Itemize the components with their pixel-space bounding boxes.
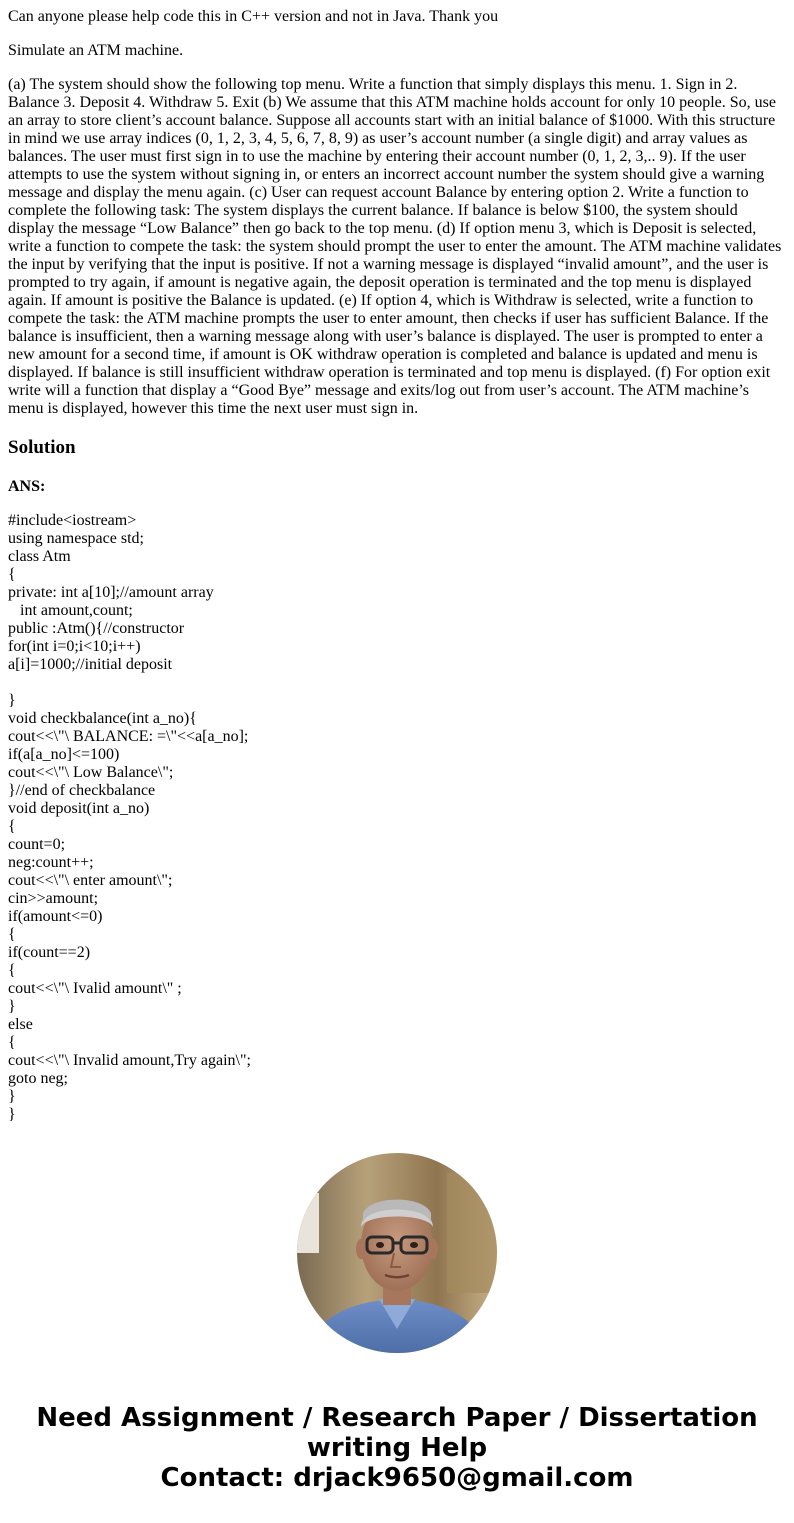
code-line: neg:count++; <box>8 854 94 871</box>
code-line: private: int a[10];//amount array <box>8 584 214 601</box>
code-line: public :Atm(){//constructor <box>8 620 185 637</box>
code-line: class Atm <box>8 548 71 565</box>
code-line: { <box>8 566 16 583</box>
code-line: int amount,count; <box>8 602 133 619</box>
question-subtitle: Simulate an ATM machine. <box>8 42 184 59</box>
code-line: } <box>8 692 16 709</box>
code-line: { <box>8 962 16 979</box>
code-line: using namespace std; <box>8 530 144 547</box>
solution-heading: Solution <box>8 437 76 458</box>
code-line: #include<iostream> <box>8 512 137 529</box>
code-line: void deposit(int a_no) <box>8 800 150 817</box>
code-line: cout<<\"\ Low Balance\"; <box>8 764 174 781</box>
footer-line-2: writing Help <box>306 1433 488 1463</box>
code-line: } <box>8 1088 16 1105</box>
code-line: for(int i=0;i<10;i++) <box>8 638 141 655</box>
code-line: { <box>8 1034 16 1051</box>
code-line: cout<<\"\ Invalid amount,Try again\"; <box>8 1052 251 1069</box>
footer-banner <box>0 1403 794 1493</box>
footer-contact: Contact: drjack9650@gmail.com <box>160 1463 634 1493</box>
code-line: else <box>8 1016 33 1033</box>
avatar <box>297 1153 497 1353</box>
code-line: if(amount<=0) <box>8 908 103 925</box>
code-line: cout<<\"\ Ivalid amount\" ; <box>8 980 182 997</box>
code-line: cout<<\"\ BALANCE: =\"<<a[a_no]; <box>8 728 249 745</box>
question-body: (a) The system should show the following top menu. Write a function that simply displays this menu. 1. Sign in 2. Balance 3. Deposit 4. Withdraw 5. Exit (b) We assume that this ATM machine holds account for only 10 people. So, use an array to store client’s account balance. Suppose all accounts start with an initial balance of $1000. With this structure in mind we use array indices (0, 1, 2, 3, 4, 5, 6, 7, 8, 9) as user’s account number (a single digit) and array values as balances. The user must first sign in to use the machine by entering their account number (0, 1, 2, 3,.. 9). If the user attempts to use the system without signing in, or enters an incorrect account number the system should give a warning message and display the menu again. (c) User can request account Balance by entering option 2. Write a function to complete the following task: The system displays the current balance. If balance is below $100, the system should display the message “Low Balance” then go back to the top menu. (d) If option menu 3, which is Deposit is selected, write a function to compete the task: the system should prompt the user to enter the amount. The ATM machine validates the input by verifying that the input is positive. If not a warning message is displayed “invalid amount”, and the user is prompted to try again, if amount is negative again, the deposit operation is terminated and the top menu is displayed again. If amount is positive the Balance is updated. (e) If option 4, which is Withdraw is selected, write a function to compete the task: the ATM machine prompts the user to enter amount, then checks if user has sufficient Balance. If the balance is insufficient, then a warning message along with user’s balance is displayed. The user is prompted to enter a new amount for a second time, if amount is OK withdraw operation is completed and balance is updated and menu is displayed. If balance is still insufficient withdraw operation is terminated and top menu is displayed. (f) For option exit write will a function that display a “Good Bye” message and exits/log out from user’s account. The ATM machine’s menu is displayed, however this time the next user must sign in. <box>8 76 782 417</box>
code-line: } <box>8 998 16 1015</box>
code-line: if(a[a_no]<=100) <box>8 746 120 763</box>
code-line: cout<<\"\ enter amount\"; <box>8 872 173 889</box>
code-line: a[i]=1000;//initial deposit <box>8 656 173 673</box>
code-line: }//end of checkbalance <box>8 782 156 799</box>
page-content <box>8 0 784 1124</box>
code-line: if(count==2) <box>8 944 91 961</box>
code-line: goto neg; <box>8 1070 68 1087</box>
code-line <box>8 674 784 692</box>
tutor-photo-icon <box>297 1153 497 1353</box>
code-line: } <box>8 1106 16 1123</box>
code-line: { <box>8 818 16 835</box>
footer-line-1: Need Assignment / Research Paper / Dissertation <box>36 1403 758 1433</box>
answer-label: ANS: <box>8 478 46 495</box>
code-line: void checkbalance(int a_no){ <box>8 710 197 727</box>
code-line: { <box>8 926 16 943</box>
code-line: cin>>amount; <box>8 890 99 907</box>
code-line: count=0; <box>8 836 66 853</box>
question-title: Can anyone please help code this in C++ version and not in Java. Thank you <box>8 8 499 25</box>
code-block <box>8 512 784 1124</box>
